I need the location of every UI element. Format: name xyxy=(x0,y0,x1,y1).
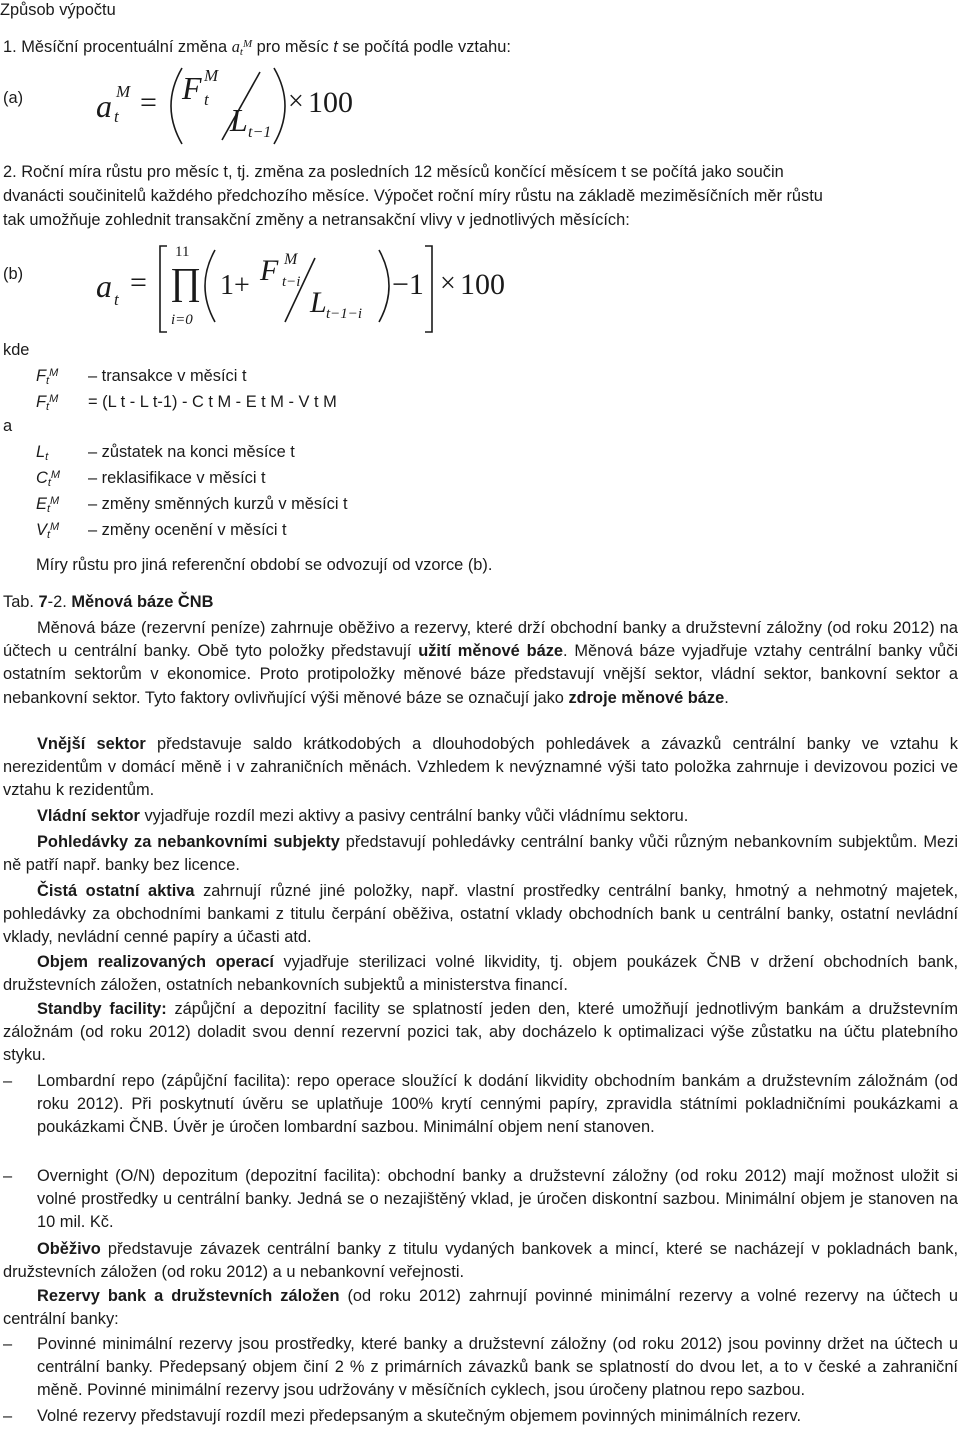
formula-b-one-plus: 1+ xyxy=(220,270,250,301)
p6-bold: Objem realizovaných operací xyxy=(37,953,274,971)
paragraph-monetary-base xyxy=(3,617,958,710)
p4-bold: Pohledávky za nebankovními subjekty xyxy=(37,833,340,851)
def-V: $V_t^M$ – změny ocenění v měsíci t xyxy=(36,520,287,542)
p5-bold: Čistá ostatní aktiva xyxy=(37,882,195,900)
formula-a-lhs: a xyxy=(96,88,112,124)
item2-line2: dvanácti součinitelů každého předchozího měsíce. Výpočet roční míry růstu na základě meziměsíčních měr růstu xyxy=(3,187,823,205)
a-conjunction: a xyxy=(3,417,13,435)
list-dash: – xyxy=(3,1335,13,1353)
def-L: $L_t$ – zůstatek na konci měsíce t xyxy=(36,443,295,464)
def-L-desc: – zůstatek na konci měsíce t xyxy=(88,443,295,461)
paragraph-external-sector xyxy=(3,733,958,803)
paragraph-standby-facility xyxy=(3,998,958,1068)
list-dash: – xyxy=(3,1407,13,1425)
table-title-text: Měnová báze ČNB xyxy=(71,593,214,611)
d3-text: Povinné minimální rezervy jsou prostředky, které banky a družstevní záložny (od roku 2012) jsou povinny držet na účtech u centrální banky. Předepsaný objem činí 2 % z primárních závazků bank se splatností do dvou let, a to v české a zahraniční měně. Povinné minimální rezervy jsou udržovány v měsíčních cyklech, jsou úročeny platnou repo sazbou. xyxy=(37,1335,958,1400)
p6-text: vyjadřuje sterilizaci volné likvidity, tj. objem poukázek ČNB v držení obchodních bank, družstevních záložen, ostatních nebankovních subjektů a ministerstva financí. xyxy=(3,953,958,995)
formula-a-lhs-sub: t xyxy=(114,107,119,126)
formula-a-num: F xyxy=(182,70,202,106)
list-dash: – xyxy=(3,1072,13,1090)
def-F-desc: – transakce v měsíci t xyxy=(88,367,247,385)
p3-text: vyjadřuje rozdíl mezi aktivy a pasivy centrální banky vůči vládnímu sektoru. xyxy=(139,807,689,825)
formula-a-label: (a) xyxy=(3,89,24,107)
p4-text: představují pohledávky centrální banky vůči různým nebankovním subjektům. Mezi ně patří např. banky bez licence. xyxy=(3,833,958,875)
p2-text: představuje saldo krátkodobých a dlouhodobých pohledávek a závazků centrální banky ve vztahu k nerezidentům v domácí měně i v zahraničních měnách. Vzhledem k nevýznamné výši tato položka zahrnuje i devizovou pozici ve vztahu k rezidentům. xyxy=(3,735,958,800)
def-C-desc: – reklasifikace v měsíci t xyxy=(88,469,266,487)
def-E-desc: – změny směnných kurzů v měsíci t xyxy=(88,495,348,513)
item1-symbol-sub: t xyxy=(239,46,243,59)
formula-b-num-sup: M xyxy=(284,251,298,268)
item1-symbol: a xyxy=(231,37,240,56)
def-F-formula: $F_t^M = (L$ t - L t-1) - C t M - E t M - V t M xyxy=(36,392,337,414)
formula-b-prod-top: 11 xyxy=(175,244,190,260)
item1-symbol-sup: M xyxy=(242,37,253,50)
formula-b-hundred: 100 xyxy=(460,268,505,301)
p1-text-c: . Měnová báze vyjadřuje vztahy centrální banky vůči ostatním sektorům v ekonomice. Proto protipoložky měnové báze představují vnější sektor, vládní sektor, bankovní sektor a nebankovní sektor. Tyto faktory ovlivňující výši měnové báze se označují jako xyxy=(3,642,958,707)
item1-end: se počítá podle vztahu: xyxy=(337,38,511,56)
p1-text-d: . xyxy=(724,688,729,707)
formula-b-prod: ∏ xyxy=(170,261,202,303)
p7-text: zápůjční a depozitní facility se splatností jeden den, které umožňují jednotlivým bankám a družstevním záložnám (od roku 2012) doladit svou denní rezervní pozici tak, aby docházelo k optimalizaci výše zůstatku na účtu platebního styku. xyxy=(3,1000,958,1065)
p7-bold: Standby facility: xyxy=(37,1000,167,1018)
formula-a-eq: = xyxy=(140,86,157,119)
formula-a-num-sup: M xyxy=(204,66,219,85)
paragraph-government-sector xyxy=(3,805,958,828)
formula-b-lhs-sub: t xyxy=(114,290,119,309)
item2-line1: 2. Roční míra růstu pro měsíc t, tj. změna za posledních 12 měsíců končící měsícem t se počítá jako součin xyxy=(3,163,784,181)
formula-a-num-sub: t xyxy=(204,90,209,109)
def-F-formula-text: = (L t - L t-1) - C t M - E t M - V t M xyxy=(88,393,337,411)
table-title xyxy=(3,592,213,612)
kde-label: kde xyxy=(3,341,30,359)
paragraph-claims-nonbank xyxy=(3,831,958,877)
def-F: $F_t^M$ – transakce v měsíci t xyxy=(36,366,247,388)
d1-text: Lombardní repo (zápůjční facilita): repo operace sloužící k dodání likvidity obchodním bankám a družstevním záložnám (od roku 2012). Při poskytnutí úvěru se uplatňuje 100% krytí cennými papíry, zpravidla státními pokladničními poukázkami a poukázkami ČNB. Úvěr je úročen lombardní sazbou. Minimální objem není stanoven. xyxy=(37,1072,958,1137)
formula-a-den: L xyxy=(230,102,248,138)
p8-text: představuje závazek centrální banky z titulu vydaných bankovek a mincí, které se nacházejí v pokladnách bank, družstevních záložen (od roku 2012) a u nebankovní veřejnosti. xyxy=(3,1240,958,1282)
p2-bold: Vnější sektor xyxy=(37,735,146,753)
table-title-suffix: -2. xyxy=(47,593,72,611)
p9-text: (od roku 2012) zahrnují povinné minimální rezervy a volné rezervy na účtech u centrální banky: xyxy=(3,1287,958,1329)
def-V-desc: – změny ocenění v měsíci t xyxy=(88,521,287,539)
p1-text-a: Měnová báze (rezervní peníze) zahrnuje oběživo a rezervy, které drží obchodní banky a družstevní záložny (od roku 2012) na účtech u centrální banky. Obě tyto položky představují xyxy=(3,619,958,661)
formula-a-lhs-sup: M xyxy=(116,82,131,101)
list-dash: – xyxy=(3,1167,13,1185)
d2-text: Overnight (O/N) depozitum (depozitní facilita): obchodní banky a družstevní záložny (od roku 2012) mají možnost uložit si volné prostředky u centrální banky. Jedná se o nezajištěný vklad, je úročen diskontní sazbou. Minimální objem je stanoven na 10 mil. Kč. xyxy=(37,1167,958,1232)
paragraph-currency xyxy=(3,1238,958,1284)
item1-text xyxy=(3,37,511,59)
p9-bold: Rezervy bank a družstevních záložen xyxy=(37,1287,340,1305)
formula-b-den: L xyxy=(310,286,327,319)
p8-bold: Oběživo xyxy=(37,1240,101,1258)
formula-b-minus-one: −1 xyxy=(392,268,424,301)
formula-a-hundred: 100 xyxy=(308,86,353,119)
p1-bold-uses: užití měnové báze xyxy=(418,642,564,661)
section-heading: Způsob výpočtu xyxy=(0,1,116,19)
d4-text: Volné rezervy představují rozdíl mezi předepsaným a skutečným objemem povinných minimálních rezerv. xyxy=(37,1407,802,1425)
formula-b-prod-bottom: i=0 xyxy=(171,312,193,328)
p3-bold: Vládní sektor xyxy=(37,807,140,825)
formula-b-times: × xyxy=(440,268,456,299)
def-C: $C_t^M$ – reklasifikace v měsíci t xyxy=(36,468,266,490)
formula-b-lhs: a xyxy=(96,268,112,304)
formula-b-eq: = xyxy=(130,266,147,299)
item1-after: pro měsíc xyxy=(252,38,334,56)
formula-b-label: (b) xyxy=(3,265,24,283)
formula-b-den-sub: t−1−i xyxy=(326,306,363,322)
formula-b-num-sub: t−i xyxy=(282,274,301,290)
item2-line3: tak umožňuje zohlednit transakční změny a netransakční vlivy v jednotlivých měsících: xyxy=(3,211,630,229)
paragraph-reserves xyxy=(3,1285,958,1331)
table-title-prefix: Tab. xyxy=(3,593,39,611)
formula-b-num: F xyxy=(260,254,279,287)
p5-text: zahrnují různé jiné položky, např. vlastní prostředky centrální banky, hmotný a nehmotný majetek, pohledávky za obchodními bankami z titulu čerpání oběživa, ostatní vklady obchodních bank u centrální banky, ostatní nevládní vklady, nevládní cenné papíry a účasti atd. xyxy=(3,882,958,947)
def-note: Míry růstu pro jiná referenční období se odvozují od vzorce (b). xyxy=(36,556,493,574)
table-title-num: 7 xyxy=(38,593,48,611)
formula-a-times: × xyxy=(288,86,304,117)
item1-t: t xyxy=(333,38,338,56)
paragraph-net-other-assets xyxy=(3,880,958,950)
p1-bold-sources: zdroje měnové báze xyxy=(568,688,725,707)
paragraph-operations-volume xyxy=(3,951,958,997)
def-E: $E_t^M$ – změny směnných kurzů v měsíci t xyxy=(36,494,348,516)
formula-a-den-sub: t−1 xyxy=(248,124,272,141)
item1-before: 1. Měsíční procentuální změna xyxy=(3,38,232,56)
